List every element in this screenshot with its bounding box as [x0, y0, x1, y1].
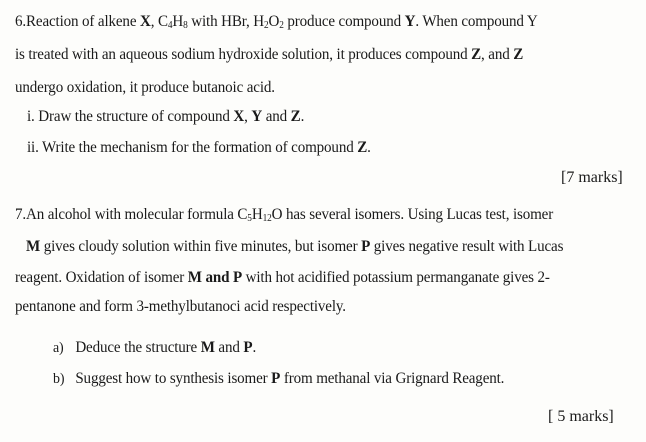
q7-line-1: 7.An alcohol with molecular formula $C_5H_{12}O$ has several isomers. Using Lucas test, isomer [15, 205, 554, 224]
q7-line-4: pentanone and form 3-methylbutanoci acid respectively. [15, 297, 346, 315]
q6-marks: [7 marks] [561, 169, 623, 186]
q6-line-2: is treated with an aqueous sodium hydroxide solution, it produces compound Z, and Z [15, 45, 524, 63]
q7-line-2: M gives cloudy solution within five minutes, but isomer P gives negative result with Lucas [26, 237, 564, 255]
q6-line-3: undergo oxidation, it produce butanoic acid. [15, 78, 275, 96]
q6-part-ii: ii. Write the mechanism for the formation of compound Z. [27, 138, 371, 156]
part-b-label: b) [53, 371, 65, 387]
q7-line-3: reagent. Oxidation of isomer M and P with hot acidified potassium permanganate gives 2- [15, 268, 550, 286]
q7-marks: [ 5 marks] [548, 408, 614, 425]
q6-part-i: i. Draw the structure of compound X, Y and Z. [27, 107, 305, 125]
q7-part-b: b) Suggest how to synthesis isomer P from methanal via Grignard Reagent. [53, 369, 505, 387]
q6-line-1: 6.Reaction of alkene X, $C_4H_8$ with HBr, $H_2O_2$ produce compound Y. When compound Y [15, 12, 538, 31]
part-a-label: a) [53, 340, 64, 356]
q7-part-a: a) Deduce the structure M and P. [53, 338, 257, 356]
